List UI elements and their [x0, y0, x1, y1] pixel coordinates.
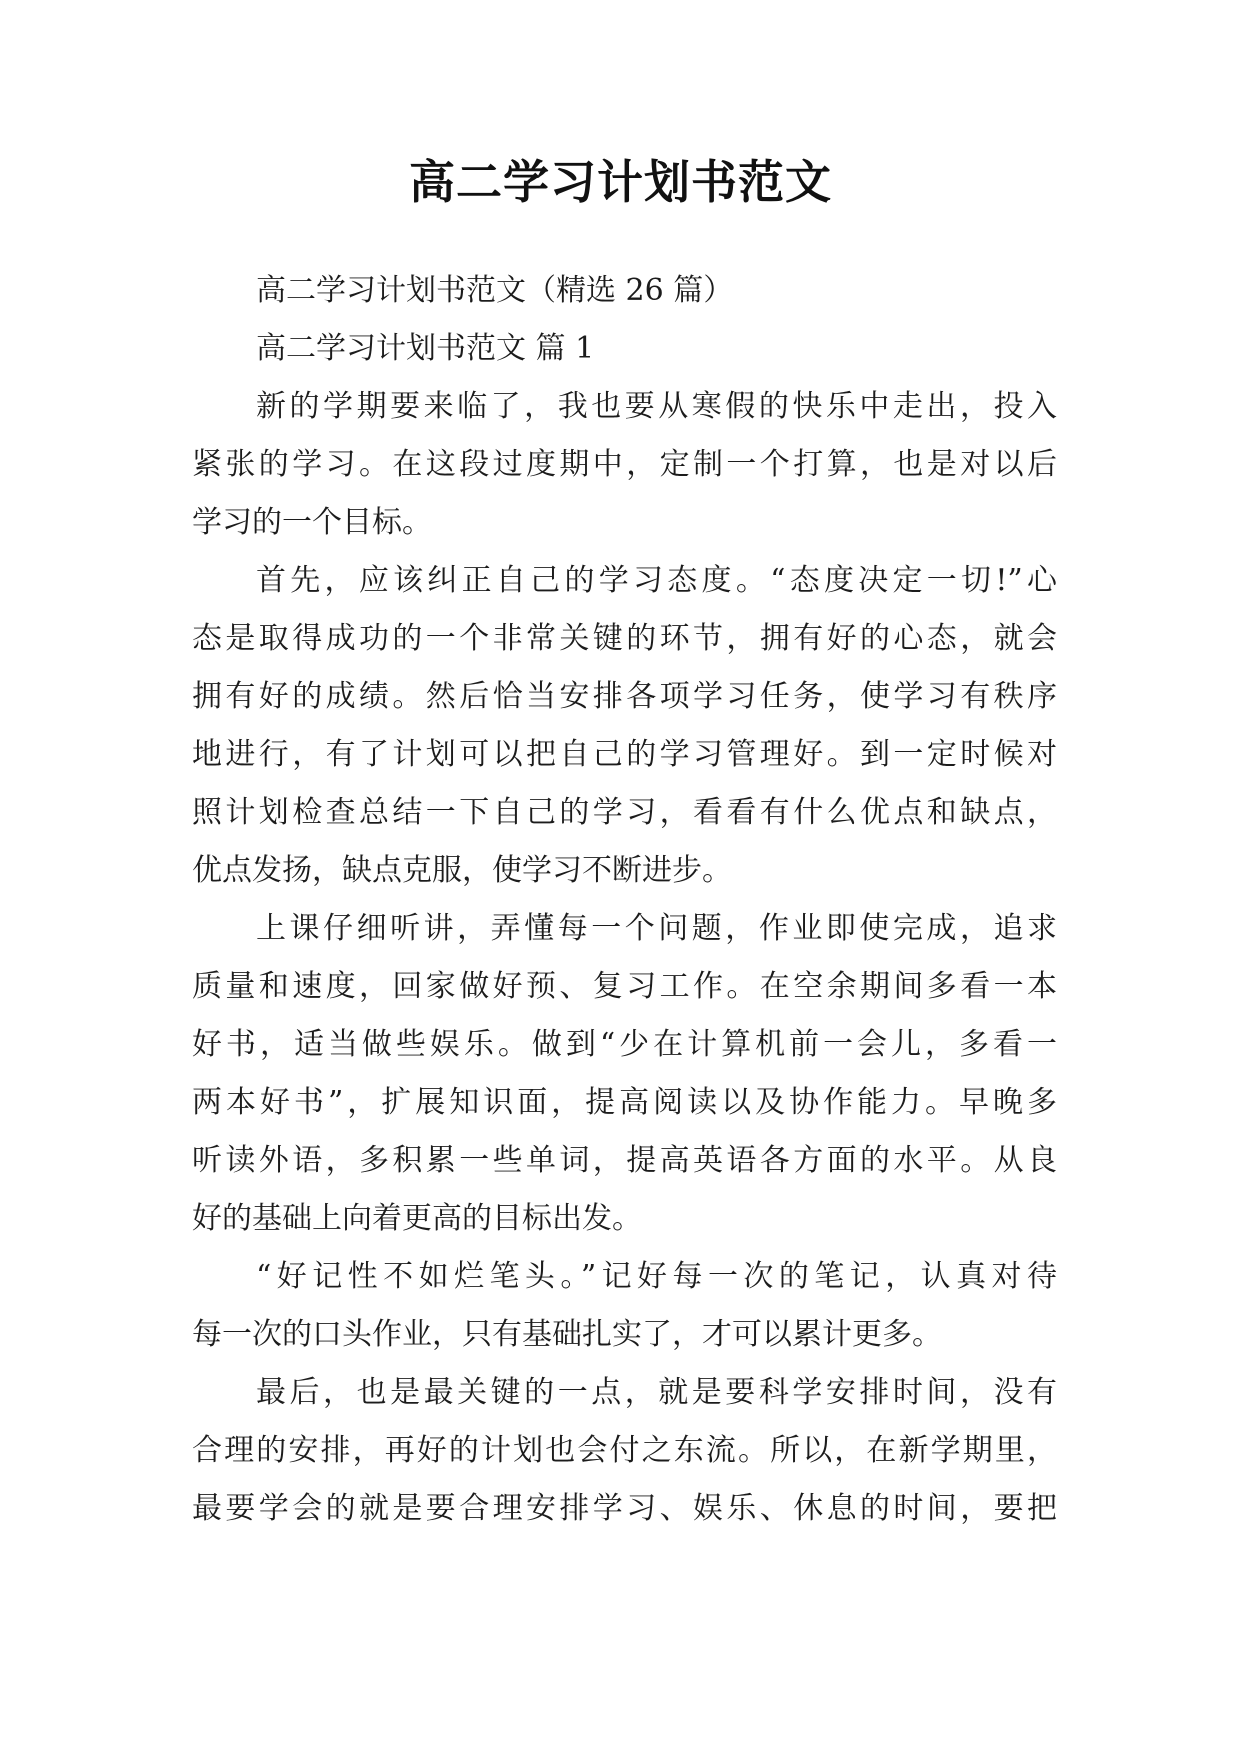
- section-heading: 高二学习计划书范文 篇 1: [256, 331, 595, 366]
- document-body: [192, 262, 1057, 1538]
- paragraph-line: 态是取得成功的一个非常关键的环节，拥有好的心态，就会: [192, 621, 1057, 656]
- paragraph-line: 新的学期要来临了，我也要从寒假的快乐中走出，投入: [256, 389, 1057, 424]
- paragraph-line: 紧张的学习。在这段过度期中，定制一个打算，也是对以后: [192, 447, 1057, 482]
- paragraph-line: 质量和速度，回家做好预、复习工作。在空余期间多看一本: [192, 969, 1057, 1004]
- paragraph-line: 上课仔细听讲，弄懂每一个问题，作业即使完成，追求: [256, 911, 1057, 946]
- paragraph-line: 照计划检查总结一下自己的学习，看看有什么优点和缺点，: [192, 795, 1057, 830]
- paragraph-line: 优点发扬，缺点克服，使学习不断进步。: [192, 853, 732, 888]
- paragraph-line: 拥有好的成绩。然后恰当安排各项学习任务，使学习有秩序: [192, 679, 1057, 714]
- paragraph-line: 学习的一个目标。: [192, 505, 432, 540]
- document-title: 高二学习计划书范文: [409, 155, 832, 209]
- paragraph-line: 好书，适当做些娱乐。做到“少在计算机前一会儿，多看一: [192, 1027, 1057, 1062]
- paragraph-line: 最要学会的就是要合理安排学习、娱乐、休息的时间，要把: [192, 1491, 1057, 1526]
- paragraph-line: 地进行，有了计划可以把自己的学习管理好。到一定时候对: [192, 737, 1057, 772]
- paragraph-line: 最后，也是最关键的一点，就是要科学安排时间，没有: [256, 1375, 1057, 1410]
- paragraph-line: 首先，应该纠正自己的学习态度。“态度决定一切!”心: [256, 563, 1057, 598]
- paragraph-line: 两本好书”，扩展知识面，提高阅读以及协作能力。早晚多: [192, 1085, 1057, 1120]
- paragraph-line: 合理的安排，再好的计划也会付之东流。所以，在新学期里，: [192, 1433, 1057, 1468]
- paragraph-line: “好记性不如烂笔头。”记好每一次的笔记，认真对待: [256, 1259, 1057, 1294]
- paragraph-line: 听读外语，多积累一些单词，提高英语各方面的水平。从良: [192, 1143, 1057, 1178]
- paragraph-line: 好的基础上向着更高的目标出发。: [192, 1201, 642, 1236]
- paragraph-line: 每一次的口头作业，只有基础扎实了，才可以累计更多。: [192, 1317, 942, 1352]
- subtitle-line: 高二学习计划书范文（精选 26 篇）: [256, 273, 734, 308]
